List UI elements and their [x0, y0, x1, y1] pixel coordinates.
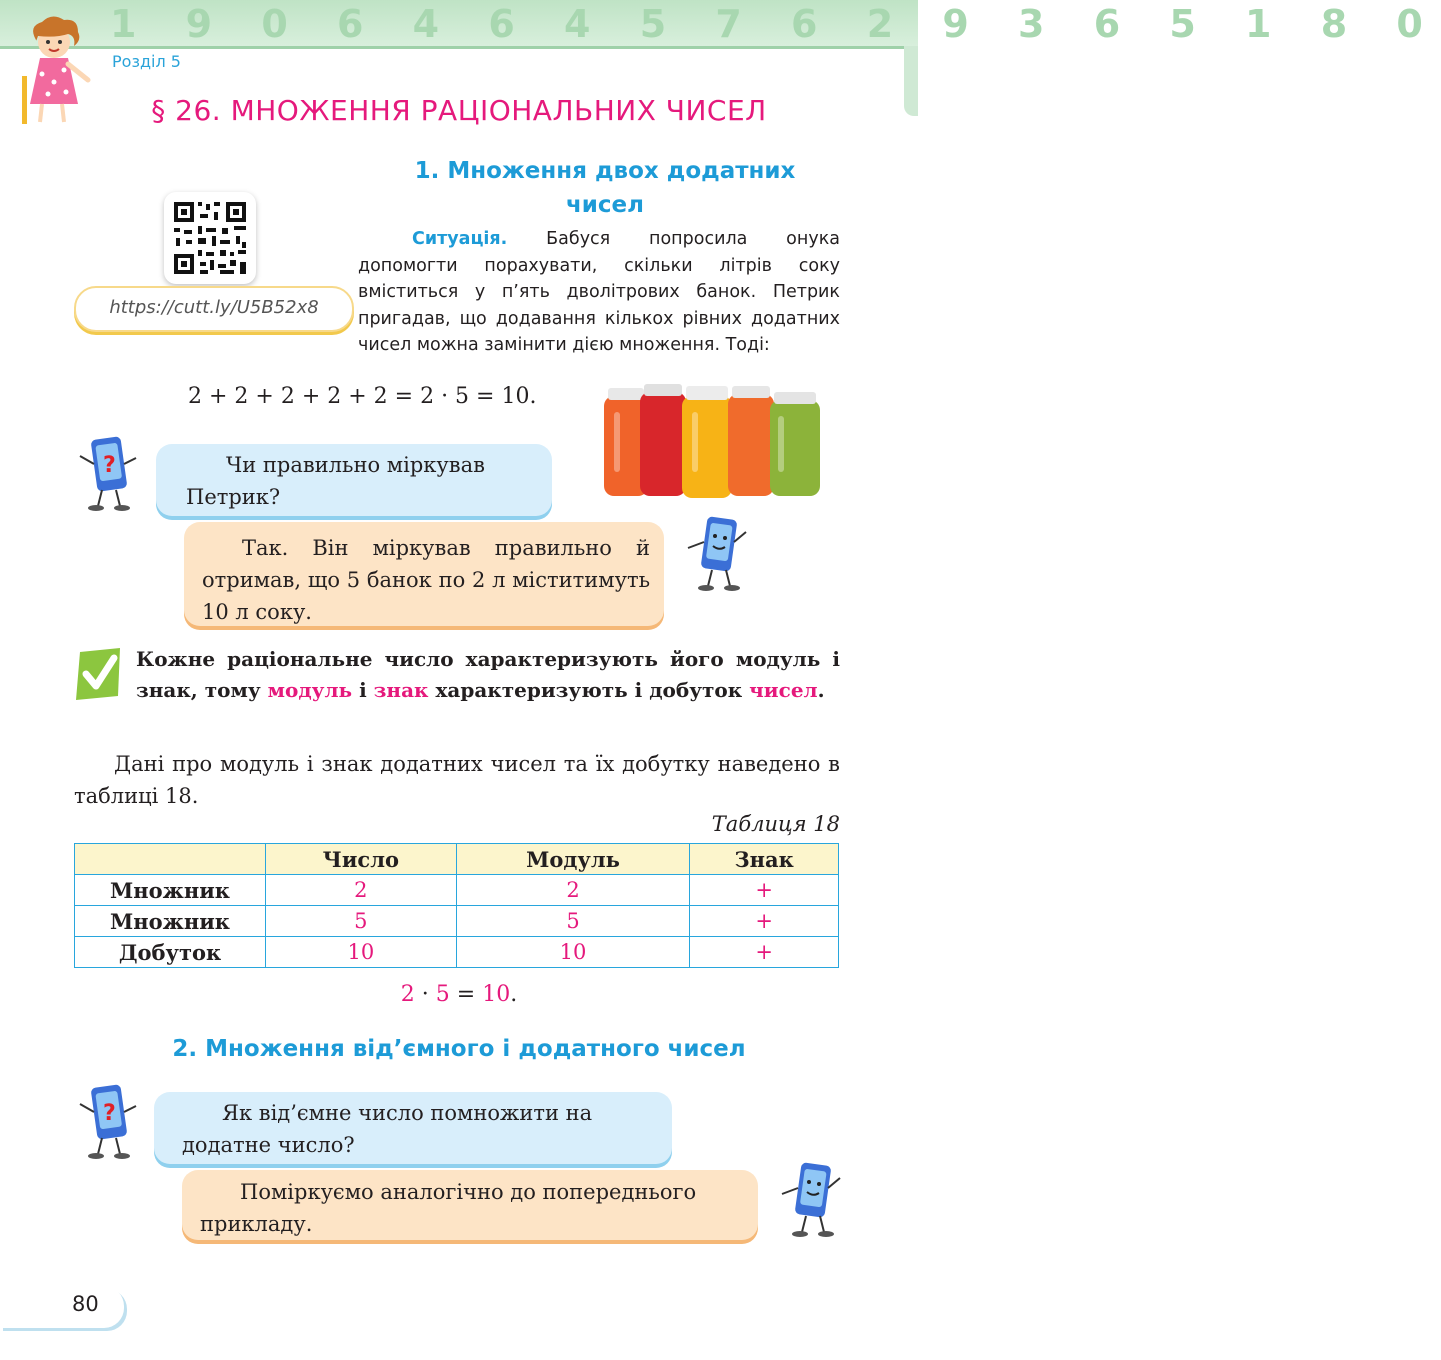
table-cell: 5: [456, 906, 690, 937]
section2-heading: 2. Множення від’ємного і додатного чисел: [172, 1036, 746, 1062]
answer-text-2: Поміркуємо аналогічно до попереднього прикладу.: [200, 1180, 697, 1236]
page-number: 80: [72, 1292, 99, 1316]
formula-factor: 2: [400, 982, 415, 1007]
qr-link-pill[interactable]: [74, 286, 354, 332]
situation-text: Бабуся попросила онука допомогти порахувати, скільки літрів соку вміститься у п’ять дволітрових банок. Петрик пригадав, що додавання кількох рівних додатних чисел можна замінити дією множення. Тоді:: [358, 229, 840, 355]
header-divider: [0, 46, 918, 49]
table-cell: 10: [266, 937, 457, 968]
table-header-cell: [75, 844, 266, 875]
header-digits-decoration: 1 9 0 6 4 6 4 5 7 6 2 9 3 6 5 1 8 0: [110, 2, 1441, 46]
question-text-2: Як від’ємне число помножити на додатне число?: [182, 1101, 593, 1157]
table-header-cell: Модуль: [456, 844, 690, 875]
question-bubble-1: [156, 444, 552, 516]
question-bubble-2: [154, 1092, 672, 1164]
rule-highlight-sign: знак: [373, 678, 429, 702]
svg-text:?: ?: [103, 453, 116, 478]
question-robot-icon: [74, 1082, 142, 1162]
rule-text: характеризують і добуток: [428, 678, 750, 702]
table-header-cell: Знак: [690, 844, 839, 875]
formula-end: .: [510, 982, 518, 1007]
qr-code-icon: [164, 192, 256, 284]
table-header-cell: Число: [266, 844, 457, 875]
section1-heading: 1. Множення двох додатних: [414, 158, 796, 184]
answer-robot-icon: [682, 514, 750, 594]
answer-bubble-2: [182, 1170, 758, 1240]
table-cell: 10: [456, 937, 690, 968]
table-cell: +: [690, 906, 839, 937]
table-row: [75, 875, 839, 906]
rule-statement: [136, 644, 840, 706]
formula-equals: =: [449, 982, 483, 1007]
table-intro-paragraph: Дані про модуль і знак додатних чисел та їх добутку наведено в таблиці 18.: [74, 752, 840, 808]
rule-highlight-numbers: чисел: [749, 678, 818, 702]
section-label: Розділ 5: [112, 52, 181, 71]
svg-text:?: ?: [103, 1101, 116, 1126]
table-cell: 5: [266, 906, 457, 937]
answer-robot-icon: [776, 1160, 844, 1240]
table-cell: 2: [266, 875, 457, 906]
table-row-label: Добуток: [75, 937, 266, 968]
situation-paragraph: [358, 226, 840, 359]
rule-highlight-modulus: модуль: [267, 678, 353, 702]
table-row: [75, 906, 839, 937]
answer-bubble-1: [184, 522, 664, 626]
table-header-row: [75, 844, 839, 875]
page-number-tab: [0, 1286, 124, 1328]
page-title: § 26. МНОЖЕННЯ РАЦІОНАЛЬНИХ ЧИСЕЛ: [151, 94, 767, 127]
section1-heading-cont: чисел: [566, 192, 644, 218]
qr-link-text[interactable]: https://cutt.ly/U5B52x8: [109, 297, 319, 318]
table-cell: +: [690, 937, 839, 968]
table-cell: +: [690, 875, 839, 906]
table-row: [75, 937, 839, 968]
situation-label: Ситуація.: [412, 229, 508, 249]
table-cell: 2: [456, 875, 690, 906]
rule-text: Кожне раціональне число характеризують його модуль і знак, тому: [136, 647, 840, 702]
table-row-label: Множник: [75, 906, 266, 937]
rule-text: і: [352, 678, 374, 702]
question-text-1: Чи правильно міркував Петрик?: [186, 453, 485, 509]
answer-text-1: Так. Він міркував правильно й отримав, що 5 банок по 2 л міститимуть 10 л соку.: [202, 536, 650, 624]
sum-formula: 2 + 2 + 2 + 2 + 2 = 2 · 5 = 10.: [188, 384, 537, 409]
jars-photo: [602, 382, 828, 500]
table-row-label: Множник: [75, 875, 266, 906]
question-robot-icon: [74, 434, 142, 514]
formula-factor: 5: [435, 982, 450, 1007]
qr-code[interactable]: [164, 192, 256, 284]
formula-operator: ·: [414, 982, 436, 1007]
product-formula: [0, 982, 918, 1007]
rule-text: .: [817, 678, 825, 702]
data-table: [74, 843, 839, 968]
checkmark-icon: [74, 646, 124, 702]
formula-result: 10: [482, 982, 511, 1007]
table-caption: Таблиця 18: [711, 812, 840, 836]
